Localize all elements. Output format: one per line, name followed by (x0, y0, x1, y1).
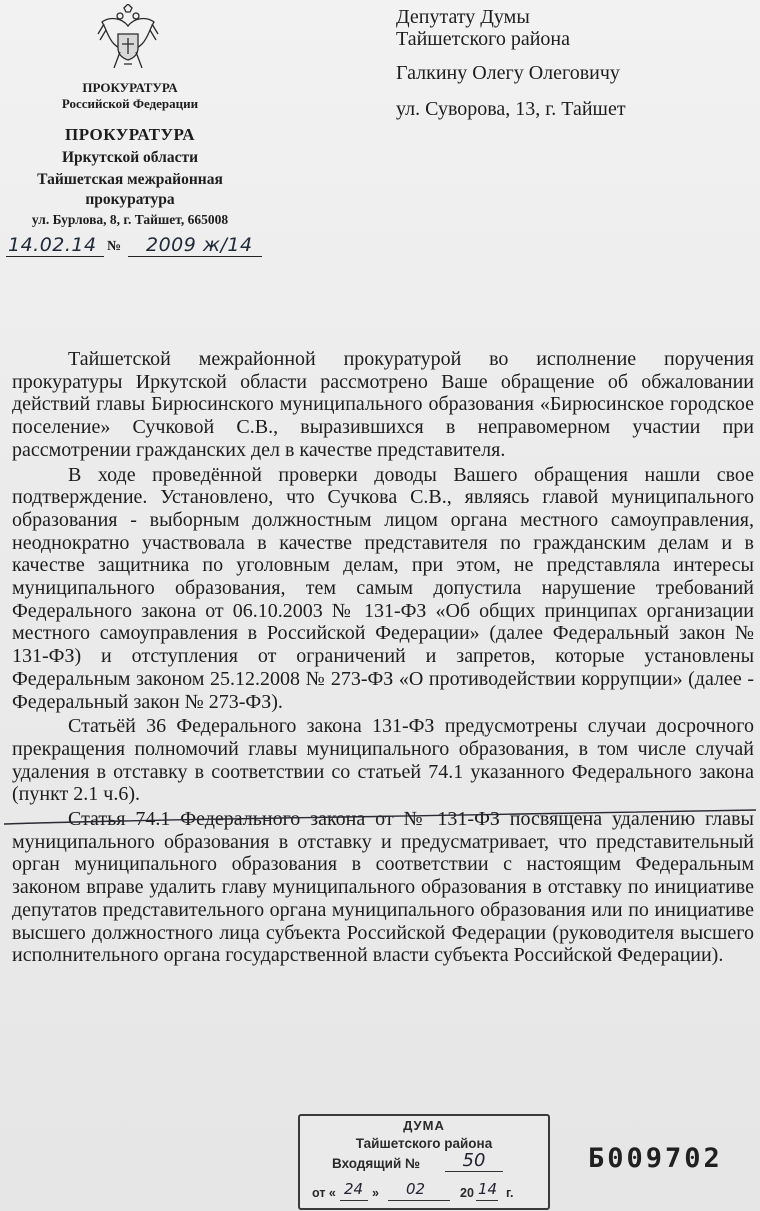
paragraph-1: Тайшетской межрайонной прокуратурой во исполнение поручения прокуратуры Иркутской области рассмотрено Ваше обращение об обжаловании действий главы Бирюсинского муниципального образования «Бирюсинское городское поселение» Сучковой С.В., выразившихся в неправомерном участии при рассмотрении гражданских дел в качестве представителя. (12, 348, 754, 461)
stamp-date-year-prefix: 20 (460, 1186, 474, 1200)
stamp-date-day: 24 (344, 1180, 364, 1198)
stamp-org: Тайшетского района (355, 1136, 493, 1151)
stamp-date-mid: » (372, 1186, 379, 1200)
paragraph-2: В ходе проведённой проверки доводы Вашего обращения нашли свое подтверждение. Установлено, что Сучкова С.В., являясь главой муниципального образования - выборным должностным лицом органа местного самоуправления, неоднократно участвовала в качестве представителя по гражданским делам и в качестве защитника по уголовным делам, при этом, не представляла интересы муниципального образования, тем самым допустила нарушение требований Федерального закона от 06.10.2003 № 131-ФЗ «Об общих принципах организации местного самоуправления в Российской Федерации» (далее Федеральный закон № 131-ФЗ) и отступления от ограничений и запретов, которые установлены Федеральным законом 25.12.2008 № 273-ФЗ «О противодействии коррупции» (далее - Федеральный закон № 273-ФЗ). (12, 463, 754, 713)
incoming-stamp (298, 1114, 550, 1210)
addressee-address: ул. Суворова, 13, г. Тайшет (396, 98, 626, 120)
addressee-name: Галкину Олегу Олеговичу (396, 62, 620, 84)
stamp-date-month: 02 (406, 1180, 426, 1198)
paragraph-4: Статья 74.1 Федерального закона от № 131-ФЗ посвящена удалению главы муниципального образования в отставку и предусматривает, что представительный орган муниципального образования в соответствии с настоящим Федеральным законом вправе удалить главу муниципального образования в отставку по инициативе депутатов представительного органа муниципального образования или по инициативе высшего должностного лица субъекта Российской Федерации (руководителя высшего исполнительного органа государственной власти субъекта Российской Федерации). (12, 808, 754, 967)
org-region: Иркутской области (61, 149, 199, 166)
registration-number: 2009 ж/14 (146, 234, 253, 256)
registration-date: 14.02.14 (8, 234, 97, 256)
registration-number-sign: № (107, 239, 122, 254)
stamp-date-suffix: г. (506, 1186, 514, 1200)
org-office-line2: прокуратура (85, 191, 175, 208)
stamp-date-year: 14 (478, 1180, 498, 1198)
serial-number: Б009702 (588, 1143, 723, 1174)
org-main: ПРОКУРАТУРА (65, 125, 195, 144)
org-top-line1: ПРОКУРАТУРА (82, 80, 178, 95)
addressee-line1: Депутату Думы (396, 6, 530, 28)
stamp-incoming-label: Входящий № (332, 1156, 421, 1171)
org-top-line2: Российской Федерации (61, 96, 199, 111)
org-office-line1: Тайшетская межрайонная (37, 171, 223, 188)
stamp-title: ДУМА (403, 1118, 445, 1133)
coat-of-arms-icon (96, 4, 160, 76)
stamp-date-prefix: от « (312, 1186, 336, 1200)
paragraph-3: Статьёй 36 Федерального закона 131-ФЗ предусмотрены случаи досрочного прекращения полномочий главы муниципального образования, в том числе случай удаления в отставку в соответствии со статьей 74.1 указанного Федерального закона (пункт 2.1 ч.6). (12, 715, 754, 806)
addressee-line2: Тайшетского района (396, 28, 571, 50)
letter-body (12, 348, 754, 967)
org-address: ул. Бурлова, 8, г. Тайшет, 665008 (31, 212, 229, 227)
registration-line (6, 232, 262, 262)
stamp-incoming-number: 50 (445, 1150, 503, 1172)
